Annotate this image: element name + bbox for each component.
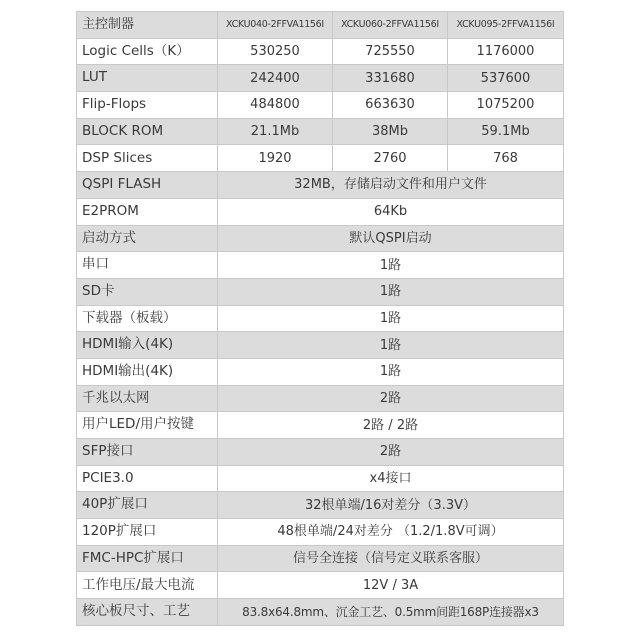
row-label: HDMI输入(4K)	[77, 332, 218, 359]
table-row	[77, 278, 564, 305]
row-value: 32MB，存储启动文件和用户文件	[218, 172, 564, 199]
row-value: 242400	[218, 65, 333, 92]
table-row	[77, 65, 564, 92]
row-label: SFP接口	[77, 439, 218, 466]
row-value: 537600	[448, 65, 564, 92]
row-value: 21.1Mb	[218, 118, 333, 145]
table-row	[77, 38, 564, 65]
row-label: PCIE3.0	[77, 465, 218, 492]
row-label: 120P扩展口	[77, 519, 218, 546]
row-value: 信号全连接（信号定义联系客服）	[218, 545, 564, 572]
spec-table	[76, 11, 564, 626]
table-row	[77, 492, 564, 519]
model-header-1: XCKU040-2FFVA1156I	[218, 12, 333, 39]
table-row	[77, 198, 564, 225]
header-row	[77, 12, 564, 39]
row-value: 1920	[218, 145, 333, 172]
row-label: 串口	[77, 252, 218, 279]
row-label: 工作电压/最大电流	[77, 572, 218, 599]
table-row	[77, 385, 564, 412]
row-label: 用户LED/用户按键	[77, 412, 218, 439]
row-value: 12V / 3A	[218, 572, 564, 599]
table-row	[77, 599, 564, 626]
row-value: 768	[448, 145, 564, 172]
table-row	[77, 519, 564, 546]
row-label: 核心板尺寸、工艺	[77, 599, 218, 626]
row-label: QSPI FLASH	[77, 172, 218, 199]
table-row	[77, 412, 564, 439]
row-label: SD卡	[77, 278, 218, 305]
table-row	[77, 439, 564, 466]
row-value: 1路	[218, 305, 564, 332]
row-label: 启动方式	[77, 225, 218, 252]
row-label: E2PROM	[77, 198, 218, 225]
table-row	[77, 252, 564, 279]
row-label: BLOCK ROM	[77, 118, 218, 145]
row-label: FMC-HPC扩展口	[77, 545, 218, 572]
row-label: HDMI输出(4K)	[77, 358, 218, 385]
row-label: Flip-Flops	[77, 92, 218, 119]
row-label: LUT	[77, 65, 218, 92]
table-row	[77, 145, 564, 172]
table-row	[77, 545, 564, 572]
row-value: 331680	[333, 65, 448, 92]
row-label: 下载器（板载）	[77, 305, 218, 332]
row-value: 2路 / 2路	[218, 412, 564, 439]
row-label: 千兆以太网	[77, 385, 218, 412]
row-value: 32根单端/16对差分（3.3V）	[218, 492, 564, 519]
table-row	[77, 358, 564, 385]
row-value: 2路	[218, 385, 564, 412]
row-value: 59.1Mb	[448, 118, 564, 145]
header-label: 主控制器	[77, 12, 218, 39]
row-value: 48根单端/24对差分 （1.2/1.8V可调）	[218, 519, 564, 546]
table-row	[77, 305, 564, 332]
row-label: Logic Cells（K）	[77, 38, 218, 65]
row-value: 83.8x64.8mm、沉金工艺、0.5mm间距168P连接器x3	[218, 599, 564, 626]
row-value: 530250	[218, 38, 333, 65]
row-value: 默认QSPI启动	[218, 225, 564, 252]
row-value: 38Mb	[333, 118, 448, 145]
table-row	[77, 465, 564, 492]
row-value: x4接口	[218, 465, 564, 492]
row-value: 2760	[333, 145, 448, 172]
row-value: 1路	[218, 358, 564, 385]
row-value: 64Kb	[218, 198, 564, 225]
model-header-2: XCKU060-2FFVA1156I	[333, 12, 448, 39]
row-value: 663630	[333, 92, 448, 119]
row-value: 484800	[218, 92, 333, 119]
row-value: 2路	[218, 439, 564, 466]
row-value: 1075200	[448, 92, 564, 119]
row-label: DSP Slices	[77, 145, 218, 172]
row-value: 1路	[218, 252, 564, 279]
table-row	[77, 172, 564, 199]
row-value: 1176000	[448, 38, 564, 65]
table-row	[77, 92, 564, 119]
row-value: 725550	[333, 38, 448, 65]
row-label: 40P扩展口	[77, 492, 218, 519]
row-value: 1路	[218, 332, 564, 359]
table-row	[77, 225, 564, 252]
model-header-3: XCKU095-2FFVA1156I	[448, 12, 564, 39]
table-row	[77, 118, 564, 145]
row-value: 1路	[218, 278, 564, 305]
table-row	[77, 572, 564, 599]
table-row	[77, 332, 564, 359]
